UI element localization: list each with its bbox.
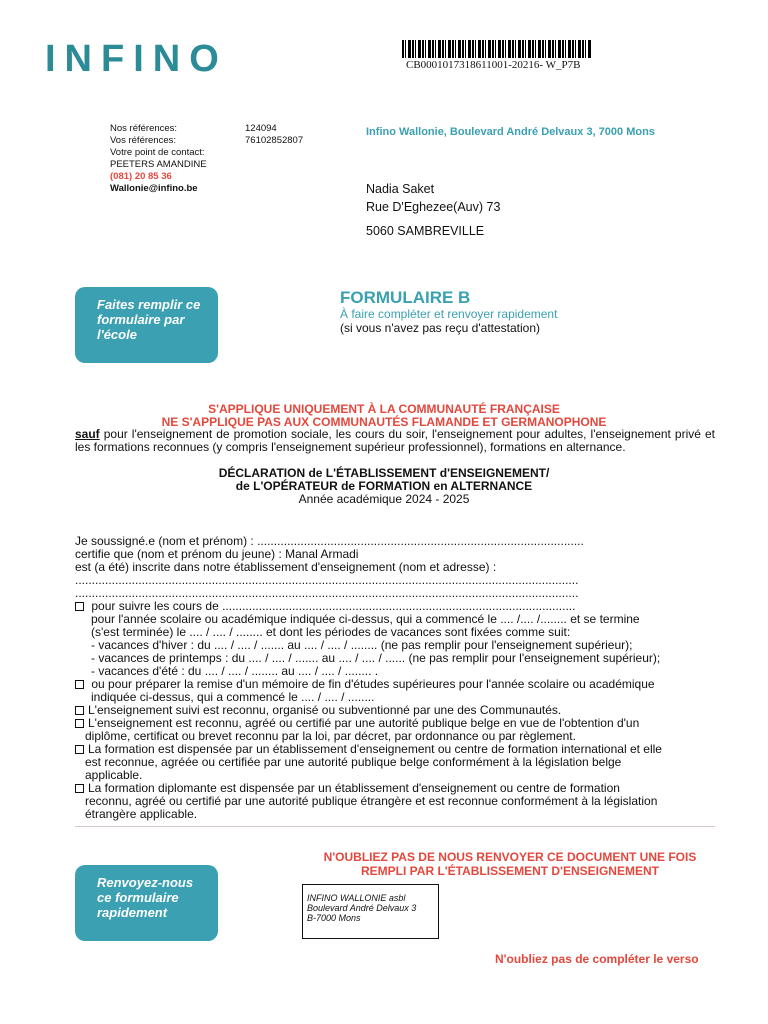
badge-line: ce formulaire [97, 890, 179, 905]
sender-address: Infino Wallonie, Boulevard André Delvaux 3, 7000 Mons [366, 126, 655, 138]
option-text: applicable. [85, 768, 143, 782]
badge-line: Renvoyez-nous [97, 875, 194, 890]
establishment-line: est (a été) inscrite dans notre établissement d'enseignement (nom et adresse) : [75, 560, 497, 574]
badge-line: Faites remplir ce [97, 297, 201, 312]
checkbox[interactable] [75, 706, 84, 715]
recipient-city: 5060 SAMBREVILLE [366, 224, 485, 238]
establishment-field-2[interactable]: ....................................................................................................................................................... [75, 586, 579, 600]
checkbox[interactable] [75, 784, 84, 793]
contact-email: Wallonie@infino.be [110, 183, 198, 194]
option-text: est reconnue, agréée ou certifiée par une autorité publique belge conformément à la législation belge [85, 755, 622, 769]
spring-holidays: - vacances de printemps : du .... / .... / ....... au .... / .... / ...... (ne pas remplir pour l'enseignement supérieur); [91, 651, 661, 665]
form-title: FORMULAIRE B [340, 288, 471, 307]
vos-ref-label: Vos références: [110, 135, 177, 146]
declaration-title-2: de L'OPÉRATEUR de FORMATION en ALTERNANCE [235, 479, 533, 493]
option-text: La formation est dispensée par un établissement d'enseignement ou centre de formation international et elle [88, 742, 662, 756]
option-text: L'enseignement est reconnu, agréé ou certifié par une autorité publique belge en vue de l'obtention d'un [88, 716, 640, 730]
form-note: (si vous n'avez pas reçu d'attestation) [340, 321, 541, 335]
warning-line-2: NE S'APPLIQUE PAS AUX COMMUNAUTÉS FLAMANDE ET GERMANOPHONE [161, 415, 607, 429]
verso-reminder: N'oubliez pas de compléter le verso [495, 952, 699, 966]
option-text: indiquée ci-dessus, qui a commencé le .... / .... / ........ [91, 690, 375, 704]
checkbox[interactable] [75, 680, 84, 689]
warning-line-1: S'APPLIQUE UNIQUEMENT À LA COMMUNAUTÉ FRANÇAISE [208, 402, 560, 416]
option-text: (s'est terminée) le .... / .... / ........ et dont les périodes de vacances sont fixées comme suit: [91, 625, 571, 639]
option-text: reconnu, agréé ou certifié par une autorité publique étrangère et est reconnue conformément à la législation [85, 794, 658, 808]
recipient-street: Rue D'Eghezee(Auv) 73 [366, 200, 501, 214]
option-text: L'enseignement suivi est reconnu, organisé ou subventionné par une des Communautés. [88, 703, 562, 717]
vos-ref-value: 76102852807 [245, 135, 304, 146]
establishment-field-1[interactable]: ....................................................................................................................................................... [75, 573, 579, 587]
badge-line: rapidement [97, 905, 168, 920]
badge-send-back [75, 865, 218, 941]
contact-label: Votre point de contact: [110, 147, 205, 158]
sauf-text: pour l'enseignement de promotion sociale, les cours du soir, l'enseignement pour adultes, l'enseignement privé et les formations reconnues (y compris l'enseignement supérieur professionnel), formations en alternance. [75, 427, 715, 454]
signer-line[interactable]: Je soussigné.e (nom et prénom) : .................................................................................................. [75, 534, 584, 548]
summer-holidays: - vacances d'été : du .... / .... / ........ au .... / .... / ........ . [91, 664, 379, 678]
checkbox[interactable] [75, 602, 84, 611]
recipient-name: Nadia Saket [366, 182, 435, 196]
form-subtitle: À faire compléter et renvoyer rapidement [340, 307, 558, 321]
barcode-number: CB0001017318611001-20216- W_P7B [406, 59, 581, 71]
declaration-title-1: DÉCLARATION de L'ÉTABLISSEMENT d'ENSEIGNEMENT/ [218, 466, 550, 480]
reminder-line: REMPLI PAR L'ÉTABLISSEMENT D'ENSEIGNEMENT [361, 864, 659, 878]
option-text: pour suivre les cours de .......................................................................................................... [91, 599, 576, 613]
contact-phone: (081) 20 85 36 [110, 171, 172, 182]
badge-fill-by-school [75, 287, 218, 363]
return-address-box [302, 884, 439, 939]
reference-block [110, 123, 303, 195]
return-address-line: INFINO WALLONIE asbl [307, 893, 406, 903]
reminder-line: N'OUBLIEZ PAS DE NOUS RENVOYER CE DOCUMENT UNE FOIS [323, 850, 697, 864]
student-line: certifie que (nom et prénom du jeune) : Manal Armadi [75, 547, 359, 561]
declaration-body [75, 535, 715, 821]
sauf-word: sauf [75, 427, 100, 441]
divider [75, 826, 715, 827]
option-text: diplôme, certificat ou brevet reconnu par la loi, par décret, par ordonnance ou par règlement. [85, 729, 576, 743]
checkbox[interactable] [75, 745, 84, 754]
return-address-line: B-7000 Mons [307, 913, 361, 923]
return-address-line: Boulevard André Delvaux 3 [307, 903, 417, 913]
option-text: pour l'année scolaire ou académique indiquée ci-dessus, qui a commencé le .... /.... /........ et se termine [91, 612, 640, 626]
academic-year: Année académique 2024 - 2025 [298, 492, 470, 506]
winter-holidays: - vacances d'hiver : du .... / .... / ....... au .... / .... / ........ (ne pas remplir pour l'enseignement supérieur); [91, 638, 633, 652]
nos-ref-label: Nos références: [110, 123, 178, 134]
badge-line: formulaire par [97, 312, 185, 327]
exception-paragraph [75, 428, 715, 454]
option-text: ou pour préparer la remise d'un mémoire de fin d'études supérieures pour l'année scolaire ou académique [91, 677, 655, 691]
option-text: étrangère applicable. [85, 807, 198, 821]
contact-name: PEETERS AMANDINE [110, 159, 207, 170]
return-reminder [290, 850, 730, 878]
infino-logo: INFINO [45, 38, 228, 80]
barcode [402, 40, 592, 58]
checkbox[interactable] [75, 719, 84, 728]
badge-line: l'école [97, 327, 137, 342]
option-text: La formation diplomante est dispensée par un établissement d'enseignement ou centre de formation [88, 781, 620, 795]
nos-ref-value: 124094 [245, 123, 277, 134]
recipient-address [366, 180, 500, 240]
